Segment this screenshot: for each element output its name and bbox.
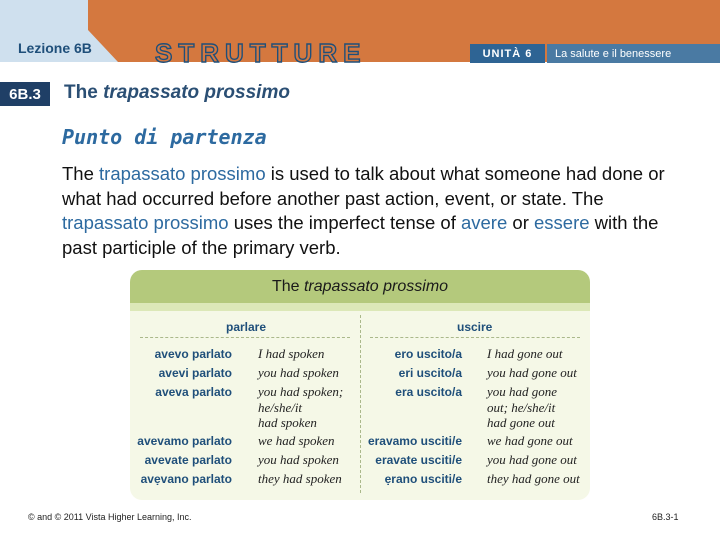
translation-line: you had spoken bbox=[258, 365, 339, 380]
translation-line: we had spoken bbox=[258, 433, 335, 448]
text: is used to talk about what someone had done or what had occurred before another past action, event, or state. The bbox=[62, 163, 665, 209]
translation-line: I had gone out bbox=[487, 346, 563, 361]
verb-form: ẹrano usciti/e bbox=[384, 472, 462, 486]
divider bbox=[370, 337, 580, 338]
translation-line: had spoken bbox=[258, 415, 317, 430]
unit-badge: UNITÀ 6 bbox=[470, 44, 545, 63]
page-title bbox=[64, 82, 290, 104]
unit-topic: La salute e il benessere bbox=[547, 44, 720, 63]
divider bbox=[140, 337, 350, 338]
column-header-parlare: parlare bbox=[226, 320, 267, 334]
translation-line: they had spoken bbox=[258, 471, 342, 486]
table-title-prefix: The bbox=[271, 277, 300, 295]
verb-form: avẹvano parlato bbox=[140, 472, 232, 486]
translation bbox=[487, 471, 580, 487]
translation bbox=[487, 433, 573, 449]
translation-line: you had spoken; bbox=[258, 384, 344, 399]
verb-form: avevamo parlato bbox=[137, 434, 232, 448]
translation bbox=[258, 346, 324, 362]
lesson-label: Lezione 6B bbox=[18, 40, 92, 56]
term-highlight: avere bbox=[460, 212, 508, 233]
verb-form: eravamo usciti/e bbox=[367, 434, 462, 448]
conjugation-table bbox=[130, 270, 590, 500]
translation-line: we had gone out bbox=[487, 433, 573, 448]
verb-form: avevate parlato bbox=[144, 453, 232, 467]
page-number: 6B.3-1 bbox=[652, 512, 679, 522]
explanation-paragraph bbox=[62, 162, 682, 260]
verb-form: avevo parlato bbox=[154, 347, 232, 361]
term-highlight: trapassato prossimo bbox=[62, 212, 229, 233]
translation bbox=[258, 433, 335, 449]
text: with the past participle of the primary verb. bbox=[62, 212, 659, 258]
translation-line: you had gone bbox=[487, 384, 558, 399]
text: or bbox=[507, 212, 534, 233]
translation bbox=[258, 452, 339, 468]
table-title-term: trapassato prossimo bbox=[303, 277, 449, 295]
translation-line: he/she/it bbox=[258, 399, 303, 415]
translation-line: they had gone out bbox=[487, 471, 580, 486]
table-header-strip bbox=[130, 303, 590, 311]
page-title-term: trapassato prossimo bbox=[103, 82, 290, 103]
translation bbox=[487, 365, 577, 381]
translation bbox=[258, 365, 339, 381]
translation bbox=[258, 384, 343, 431]
term-highlight: trapassato prossimo bbox=[99, 163, 266, 184]
verb-form: avevi parlato bbox=[158, 366, 232, 380]
verb-form: aveva parlato bbox=[155, 385, 232, 399]
translation bbox=[487, 384, 557, 431]
verb-form: eravate usciti/e bbox=[375, 453, 462, 467]
subheading: Punto di partenza bbox=[62, 125, 267, 149]
translation-line: you had spoken bbox=[258, 452, 339, 467]
verb-form: eri uscito/a bbox=[398, 366, 462, 380]
translation bbox=[487, 346, 562, 362]
translation-line: I had spoken bbox=[258, 346, 325, 361]
verb-form: era uscito/a bbox=[395, 385, 462, 399]
translation bbox=[258, 471, 342, 487]
term-highlight: essere bbox=[534, 212, 590, 233]
page-title-prefix: The bbox=[64, 82, 104, 103]
verb-form: ero uscito/a bbox=[394, 347, 462, 361]
translation-line: you had gone out bbox=[487, 452, 577, 467]
section-number-badge: 6B.3 bbox=[0, 82, 50, 106]
translation bbox=[487, 452, 577, 468]
translation-line: had gone out bbox=[487, 415, 555, 430]
column-header-uscire: uscire bbox=[457, 320, 493, 334]
table-title bbox=[130, 270, 590, 303]
copyright-notice: © and © 2011 Vista Higher Learning, Inc. bbox=[28, 512, 192, 522]
text: The bbox=[62, 163, 100, 184]
text: uses the imperfect tense of bbox=[228, 212, 461, 233]
translation-line: out; he/she/it bbox=[487, 399, 556, 415]
section-heading: STRUTTURE bbox=[155, 38, 367, 68]
translation-line: you had gone out bbox=[487, 365, 577, 380]
